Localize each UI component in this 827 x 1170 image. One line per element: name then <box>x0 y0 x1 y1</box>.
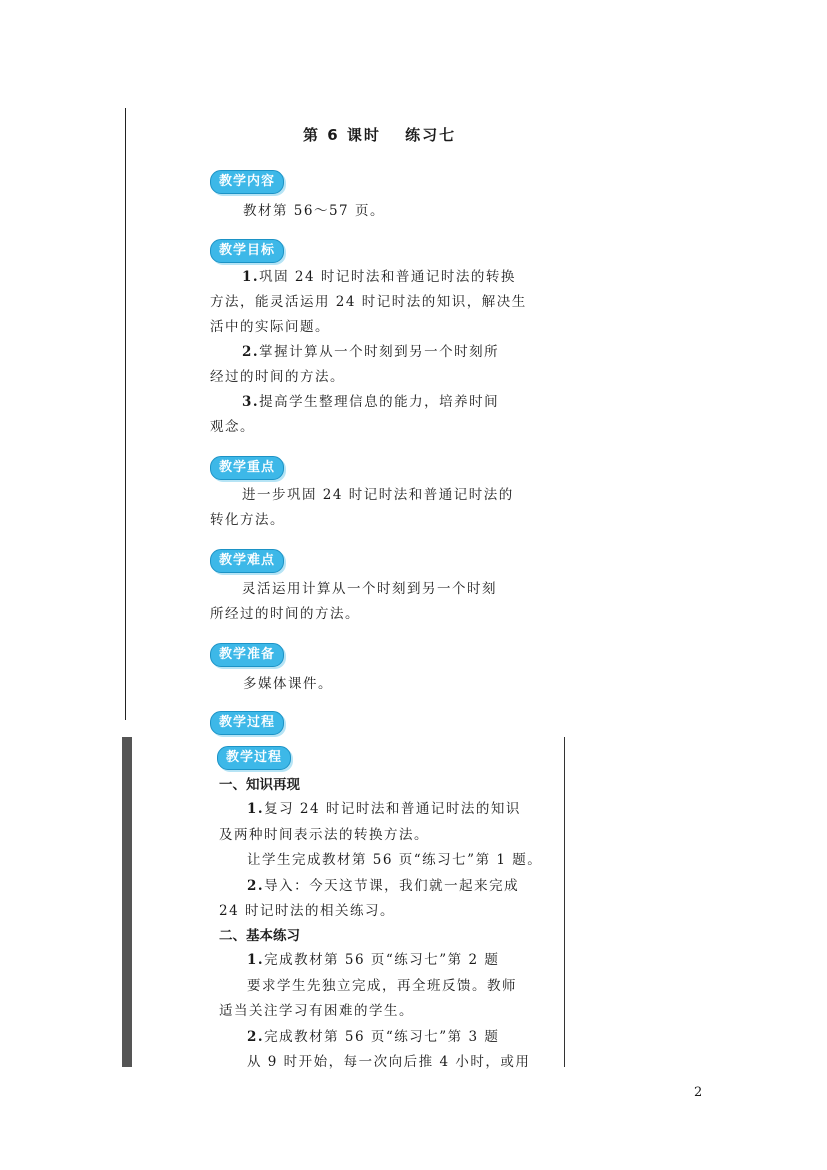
item-text: 让学生完成教材第 56 页“练习七”第 1 题。 <box>247 852 543 868</box>
section-badge-prep: 教学准备 <box>210 643 284 667</box>
item-text: 导入：今天这节课，我们就一起来完成 <box>264 877 520 894</box>
key-text <box>210 483 555 533</box>
section-badge-process: 教学过程 <box>217 746 291 770</box>
item-text: 及两种时间表示法的转换方法。 <box>219 826 429 843</box>
part2-body <box>219 948 554 1076</box>
goal-text: 掌握计算从一个时刻到另一个时刻所 <box>259 344 500 360</box>
goal-text: 巩固 24 时记时法和普通记时法的转换 <box>259 269 516 285</box>
section-badge-goals: 教学目标 <box>210 239 284 263</box>
goal-text: 观念。 <box>210 419 255 435</box>
item-text: 复习 24 时记时法和普通记时法的知识 <box>264 801 521 817</box>
section-badge-difficulty: 教学难点 <box>210 549 284 573</box>
page-number: 2 <box>694 1085 703 1100</box>
item-text: 适当关注学习有困难的学生。 <box>219 1003 414 1019</box>
column-bar <box>122 737 132 1067</box>
section-badge-content: 教学内容 <box>210 170 284 194</box>
goal-num: 3. <box>242 394 260 410</box>
goal-text: 活中的实际问题。 <box>210 319 330 335</box>
page-column-bottom <box>122 737 567 1070</box>
item-num: 1. <box>247 952 265 968</box>
section-badge-key: 教学重点 <box>210 456 284 480</box>
goals-list <box>210 265 555 440</box>
difficulty-line: 灵活运用计算从一个时刻到另一个时刻 <box>242 581 497 597</box>
key-line: 转化方法。 <box>210 512 285 528</box>
part1-body <box>219 797 554 925</box>
item-text: 从 9 时开始，每一次向后推 4 小时，或用 <box>247 1054 531 1070</box>
lesson-title: 第 6 课时 练习七 <box>303 126 457 144</box>
goal-text: 方法，能灵活运用 24 时记时法的知识，解决生 <box>210 294 527 310</box>
part1-heading: 一、知识再现 <box>219 777 300 793</box>
difficulty-line: 所经过的时间的方法。 <box>210 606 360 622</box>
goal-text: 提高学生整理信息的能力，培养时间 <box>259 394 500 410</box>
item-text: 完成教材第 56 页“练习七”第 3 题 <box>264 1028 500 1045</box>
part2-heading: 二、基本练习 <box>219 928 300 944</box>
item-num: 1. <box>247 801 265 817</box>
item-num: 2. <box>247 877 265 894</box>
difficulty-text <box>210 577 555 627</box>
item-text: 完成教材第 56 页“练习七”第 2 题 <box>264 952 500 968</box>
goal-num: 2. <box>242 344 260 360</box>
page-column-top <box>125 108 555 730</box>
column-rule <box>564 737 565 1067</box>
column-rule <box>125 108 126 720</box>
goal-text: 经过的时间的方法。 <box>210 369 345 385</box>
goal-num: 1. <box>242 269 260 285</box>
prep-text: 多媒体课件。 <box>243 676 333 692</box>
content-text: 教材第 56～57 页。 <box>243 203 385 219</box>
item-text: 24 时记时法的相关练习。 <box>219 903 395 919</box>
item-text: 要求学生先独立完成，再全班反馈。教师 <box>247 977 517 994</box>
key-line: 进一步巩固 24 时记时法和普通记时法的 <box>242 487 514 503</box>
section-badge-process-clipped: 教学过程 <box>210 711 284 735</box>
item-num: 2. <box>247 1028 265 1045</box>
